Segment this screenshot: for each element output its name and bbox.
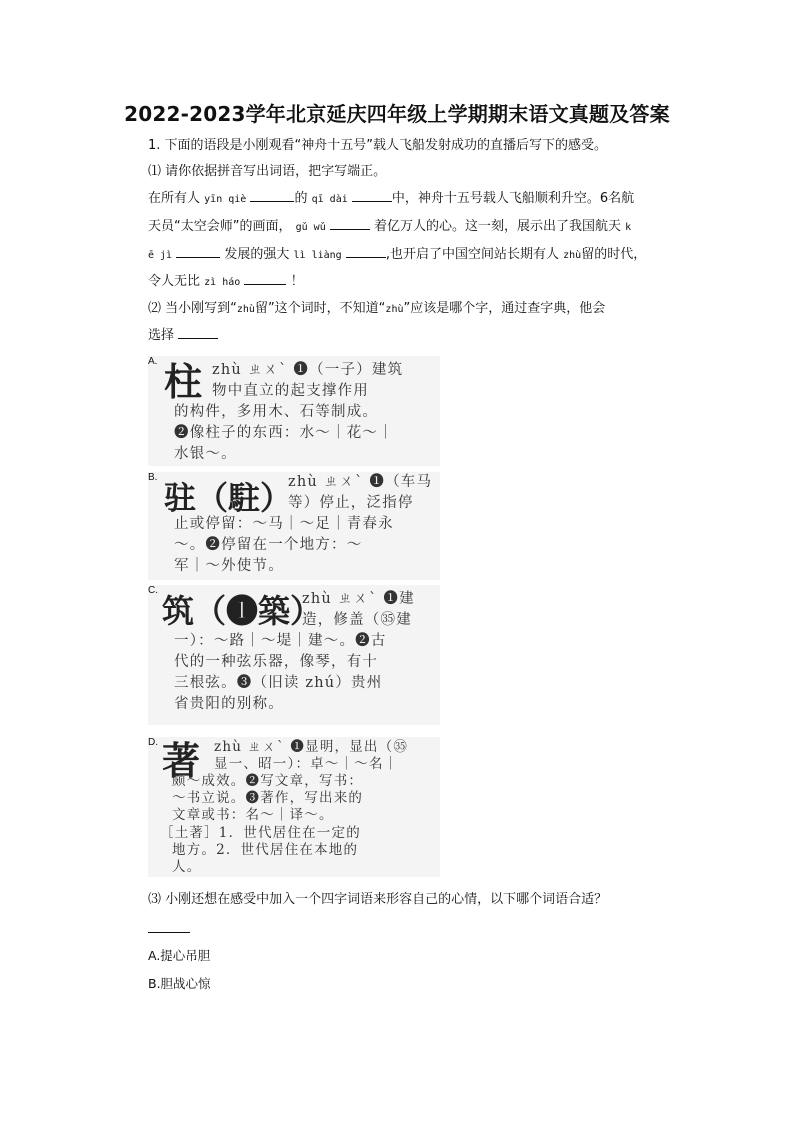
answer-blank-2[interactable]: [352, 189, 392, 202]
option-label-a: A.: [148, 356, 158, 367]
question-1-sub2: ⑵ 当小刚写到“zhù留”这个词时，不知道“zhù”应该是哪个字，通过查字典，他会: [148, 301, 606, 316]
answer-blank-1[interactable]: [250, 189, 294, 202]
answer-blank-4[interactable]: [176, 245, 220, 258]
answer-blank-8[interactable]: [148, 932, 190, 933]
answer-blank-6[interactable]: [244, 272, 286, 285]
dict-char-c: 筑（❶築）: [162, 592, 323, 630]
dict-entry-a: A. 柱 zhù ㄓㄨˋ ❶（一子）建筑 物中直立的起支撑作用 的构件，多用木、石等制成。 ❷像柱子的东西：水～｜花～｜ 水银～。: [148, 356, 440, 466]
option-b[interactable]: B.胆战心惊: [148, 976, 211, 991]
dict-entry-d: D. 著 zhù ㄓㄨˋ ❶显明，显出（㉟ 显一、昭一）：卓～｜～名｜ 颇～成效。❷写文章，写书： ～书立说。❸著作，写出来的 文章或书：名～｜译～。 ［土著］1．世代居住在一定的 地方。2．世代居住在本地的 人。: [148, 737, 440, 877]
page-title: 2022-2023学年北京延庆四年级上学期期末语文真题及答案: [124, 102, 670, 126]
dict-char-b: 驻（駐）: [164, 479, 293, 517]
dict-entry-c: C. 筑（❶築） zhù ㄓㄨˋ ❶建 造，修盖（㉟建 一）：～路｜～堤｜建～。❷古 代的一种弦乐器，像琴，有十 三根弦。❸（旧读 zhú）贵州 省贵阳的别称。: [148, 585, 440, 725]
option-label-c: C.: [148, 585, 158, 596]
passage-line-2: 天员“太空会师”的画面， gǔ wǔ 着亿万人的心。这一刻，展示出了我国航天 k: [148, 219, 632, 234]
question-1-sub3: ⑶ 小刚还想在感受中加入一个四字词语来形容自己的心情，以下哪个词语合适？: [148, 892, 608, 907]
option-label-b: B.: [148, 472, 158, 483]
question-1-sub1: ⑴ 请你依据拼音写出词语，把字写端正。: [148, 164, 387, 179]
dict-entry-b: B. 驻（駐） zhù ㄓㄨˋ ❶（车马 等）停止，泛指停 止或停留：～马｜～足｜青春永 ～。❷停留在一个地方：～ 军｜～外使节。: [148, 472, 440, 580]
answer-blank-3[interactable]: [330, 217, 370, 230]
passage-line-3: ē jì 发展的强大 lì liàng ,也开启了中国空间站长期有人 zhù留的时代，: [148, 247, 647, 262]
dict-char-d: 著: [162, 738, 201, 783]
passage-line-1: 在所有人 yīn qiè 的 qī dài 中，神舟十五号载人飞船顺利升空。6名航: [148, 191, 635, 206]
answer-blank-7[interactable]: [178, 326, 218, 339]
passage-line-4: 令人无比 zì háo ！: [148, 274, 304, 289]
option-label-d: D.: [148, 737, 158, 748]
option-a[interactable]: A.提心吊胆: [148, 948, 211, 963]
question-1-sub2-choose: 选择: [148, 326, 688, 346]
answer-blank-5[interactable]: [346, 245, 386, 258]
dict-char-a: 柱: [164, 359, 203, 404]
question-1-intro: 1. 下面的语段是小刚观看“神舟十五号”载人飞船发射成功的直播后写下的感受。: [148, 138, 608, 153]
